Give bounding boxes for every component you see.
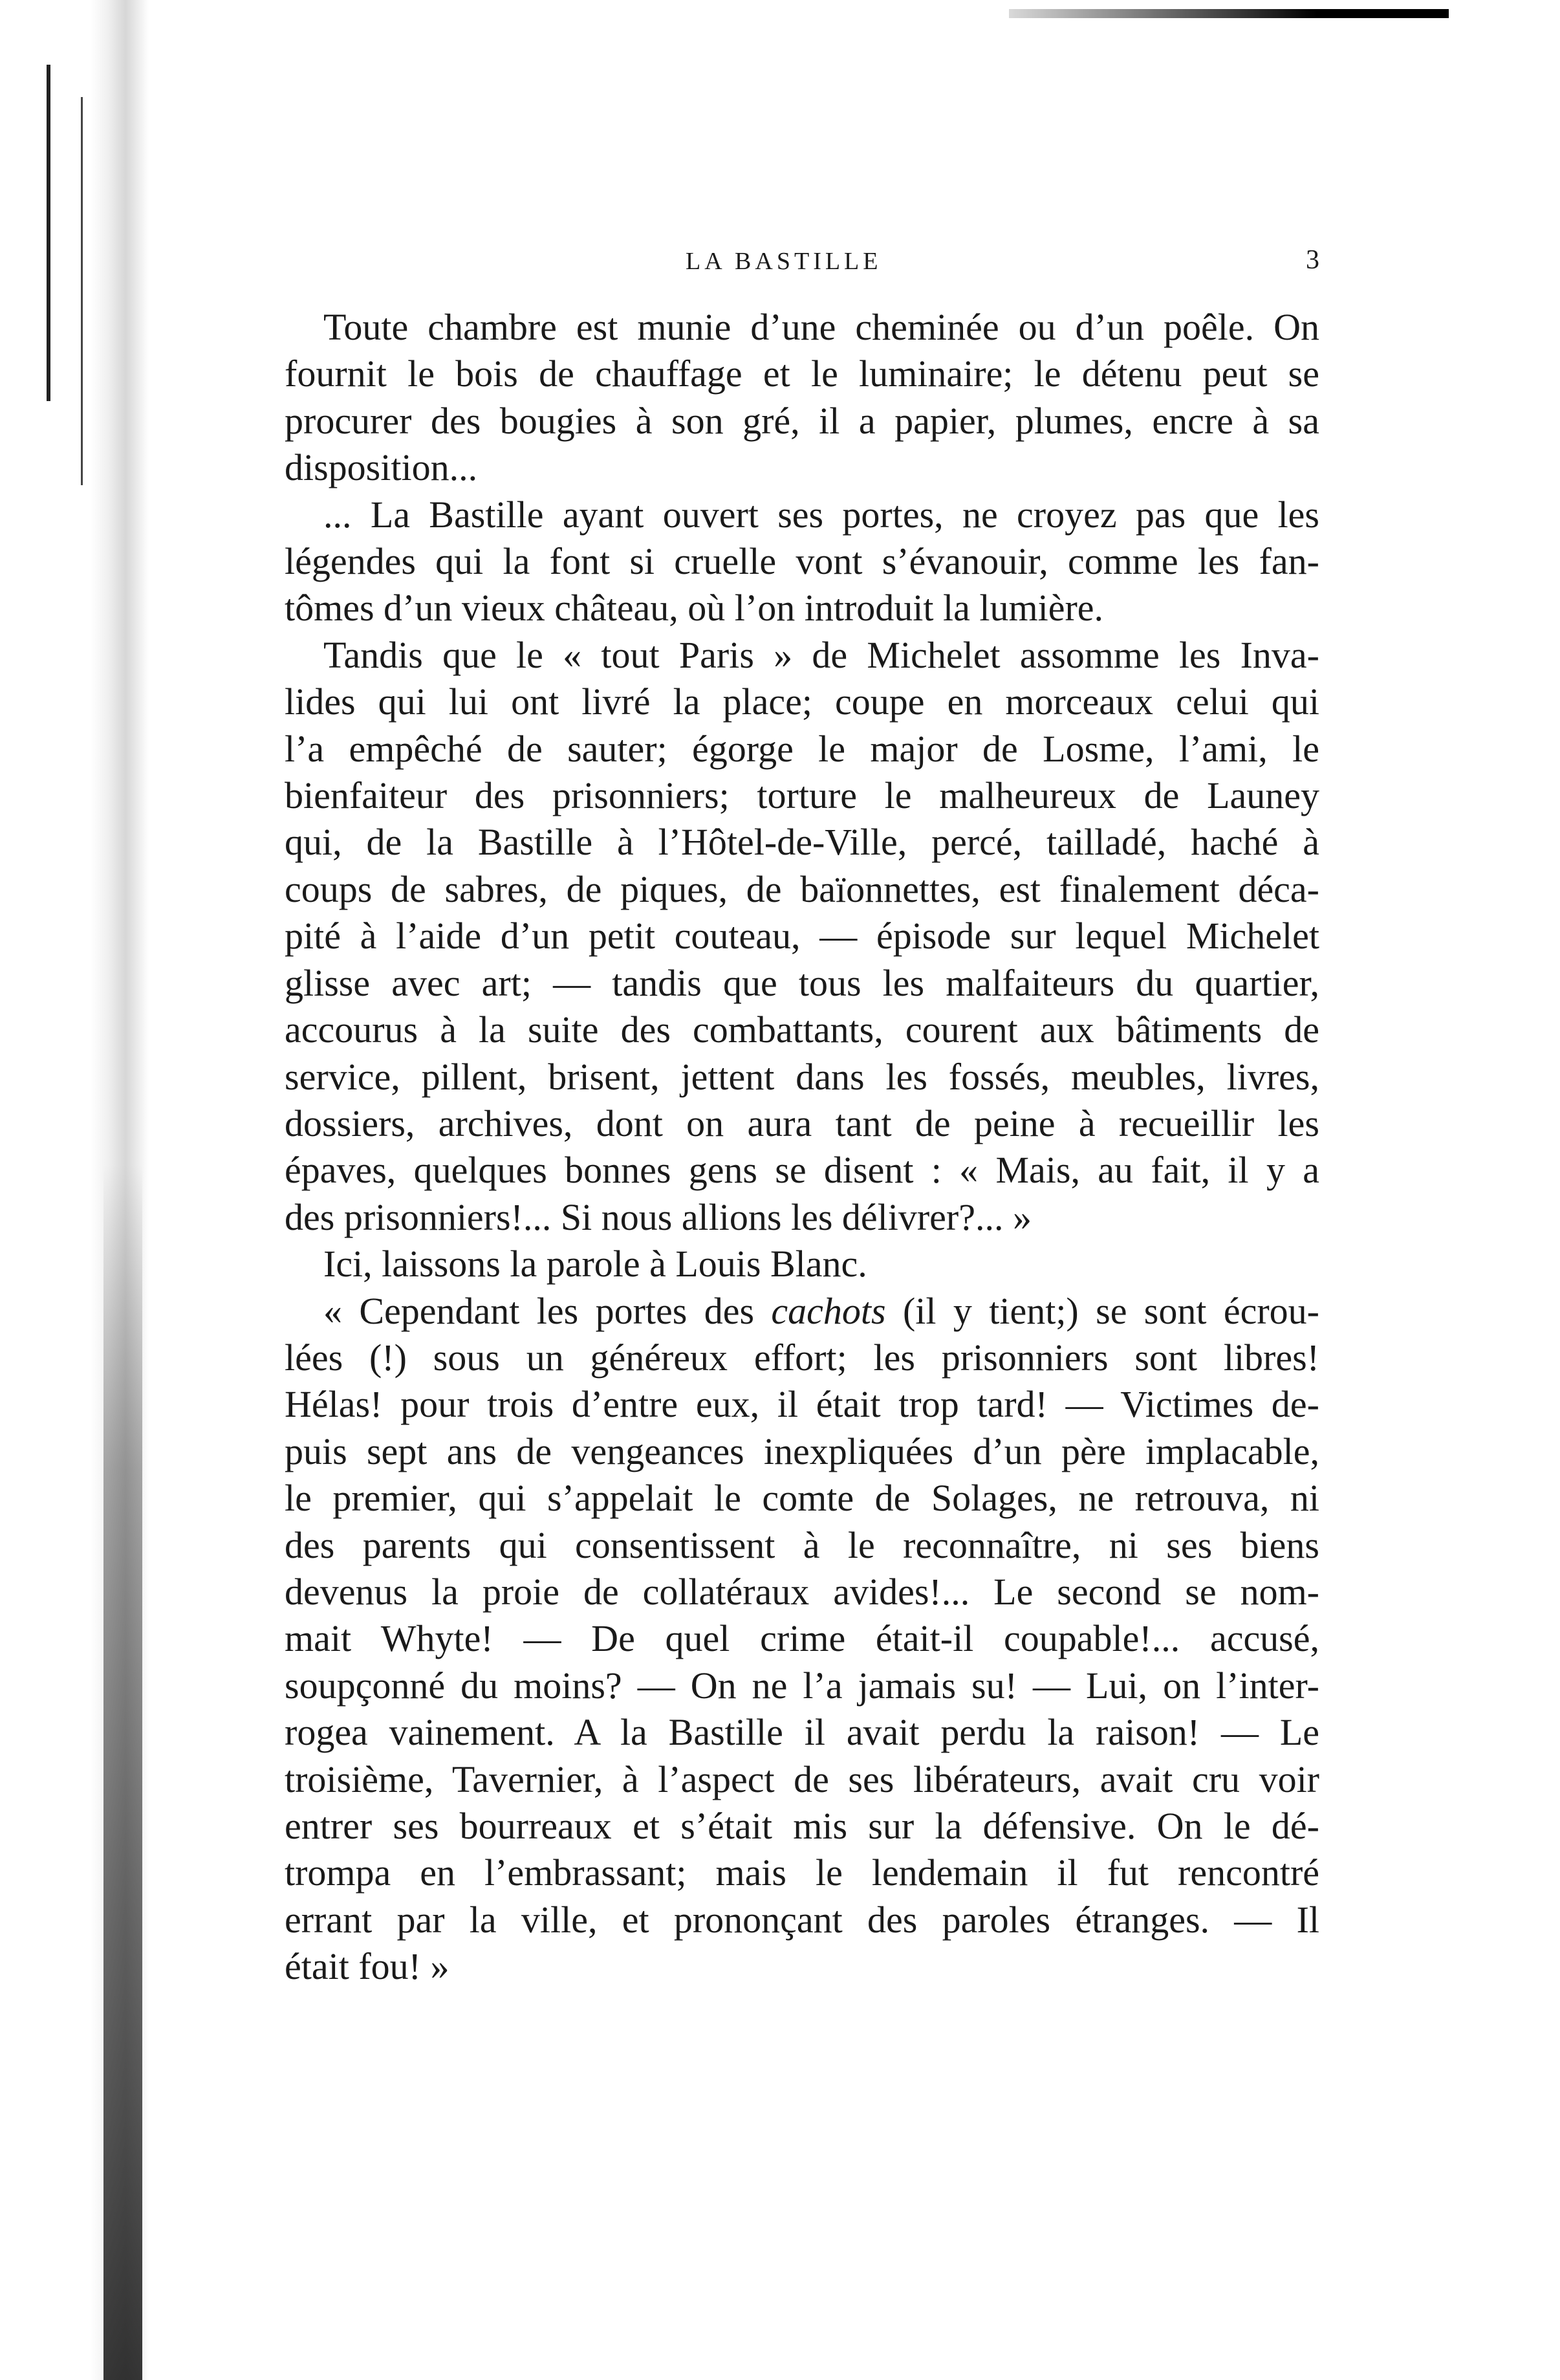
text-line: était fou! » [285,1945,450,1988]
text-line: Ici, laissons la parole à Louis Blanc. [323,1243,867,1285]
text-line: coups de sabres, de piques, de baïonnettes, est finalement déca- [285,868,1319,910]
text-line: soupçonné du moins? — On ne l’a jamais su! — Lui, on l’inter- [285,1664,1319,1707]
text-line: service, pillent, brisent, jettent dans les fossés, meubles, livres, [285,1055,1319,1098]
text-line: dossiers, archives, dont on aura tant de peine à recueillir les [285,1102,1319,1144]
text-line: entrer ses bourreaux et s’était mis sur la défensive. On le dé- [285,1805,1319,1847]
text-line: errant par la ville, et prononçant des paroles étranges. — Il [285,1898,1319,1941]
text-line: disposition... [285,446,478,489]
binding-edge-shadow [103,1164,142,2380]
book-page [285,239,1319,1991]
text-line: bienfaiteur des prisonniers; torture le malheureux de Launey [285,774,1319,817]
text-line: accourus à la suite des combattants, courent aux bâtiments de [285,1009,1319,1051]
text-line: épaves, quelques bonnes gens se disent : « Mais, au fait, il y a [285,1149,1319,1192]
italic-word: cachots [771,1289,886,1332]
text-line: lées (!) sous un généreux effort; les prisonniers sont libres! [285,1336,1319,1379]
running-title: LA BASTILLE [686,248,882,275]
text-line: des prisonniers!... Si nous allions les délivrer?... » [285,1195,1032,1238]
text-line: Toute chambre est munie d’une cheminée ou d’un poêle. On [323,306,1319,348]
text-line: légendes qui la font si cruelle vont s’évanouir, comme les fan- [285,540,1319,583]
scan-edge-mark [1009,9,1449,18]
text-line: rogea vainement. A la Bastille il avait perdu la raison! — Le [285,1711,1319,1754]
body-text [285,304,1319,1991]
text-line: l’a empêché de sauter; égorge le major de Losme, l’ami, le [285,727,1319,770]
page-number: 3 [1306,245,1319,275]
text-line: fournit le bois de chauffage et le luminaire; le détenu peut se [285,353,1319,395]
text-line: des parents qui consentissent à le reconnaître, ni ses biens [285,1523,1319,1566]
text-line: tômes d’un vieux château, où l’on introduit la lumière. [285,587,1104,629]
text-line [285,1288,1319,1335]
text-line: lides qui lui ont livré la place; coupe en morceaux celui qui [285,681,1319,723]
text-line: puis sept ans de vengeances inexpliquées d’un père implacable, [285,1430,1319,1472]
text-line: devenus la proie de collatéraux avides!... Le second se nom- [285,1570,1319,1613]
text-line: Tandis que le « tout Paris » de Michelet assomme les Inva- [323,633,1319,676]
text-line: mait Whyte! — De quel crime était-il coupable!... accusé, [285,1617,1319,1660]
text-line: ... La Bastille ayant ouvert ses portes, ne croyez pas que les [323,493,1319,536]
text-line: glisse avec art; — tandis que tous les malfaiteurs du quartier, [285,961,1319,1004]
text-line: trompa en l’embrassant; mais le lendemain il fut rencontré [285,1851,1319,1894]
text-line: Hélas! pour trois d’entre eux, il était trop tard! — Victimes de- [285,1383,1319,1426]
text-line: troisième, Tavernier, à l’aspect de ses libérateurs, avait cru voir [285,1758,1319,1800]
text-segment: « Cependant les portes des [323,1289,772,1332]
text-line: le premier, qui s’appelait le comte de Solages, ne retrouva, ni [285,1477,1319,1520]
binding-mark [47,65,50,401]
text-segment: (il y tient;) se sont écrou- [885,1289,1319,1332]
binding-mark [81,97,83,485]
text-line: procurer des bougies à son gré, il a papier, plumes, encre à sa [285,399,1319,442]
text-line: qui, de la Bastille à l’Hôtel-de-Ville, percé, tailladé, haché à [285,821,1319,864]
page-header [285,239,1319,291]
text-line: pité à l’aide d’un petit couteau, — épisode sur lequel Michelet [285,915,1319,957]
